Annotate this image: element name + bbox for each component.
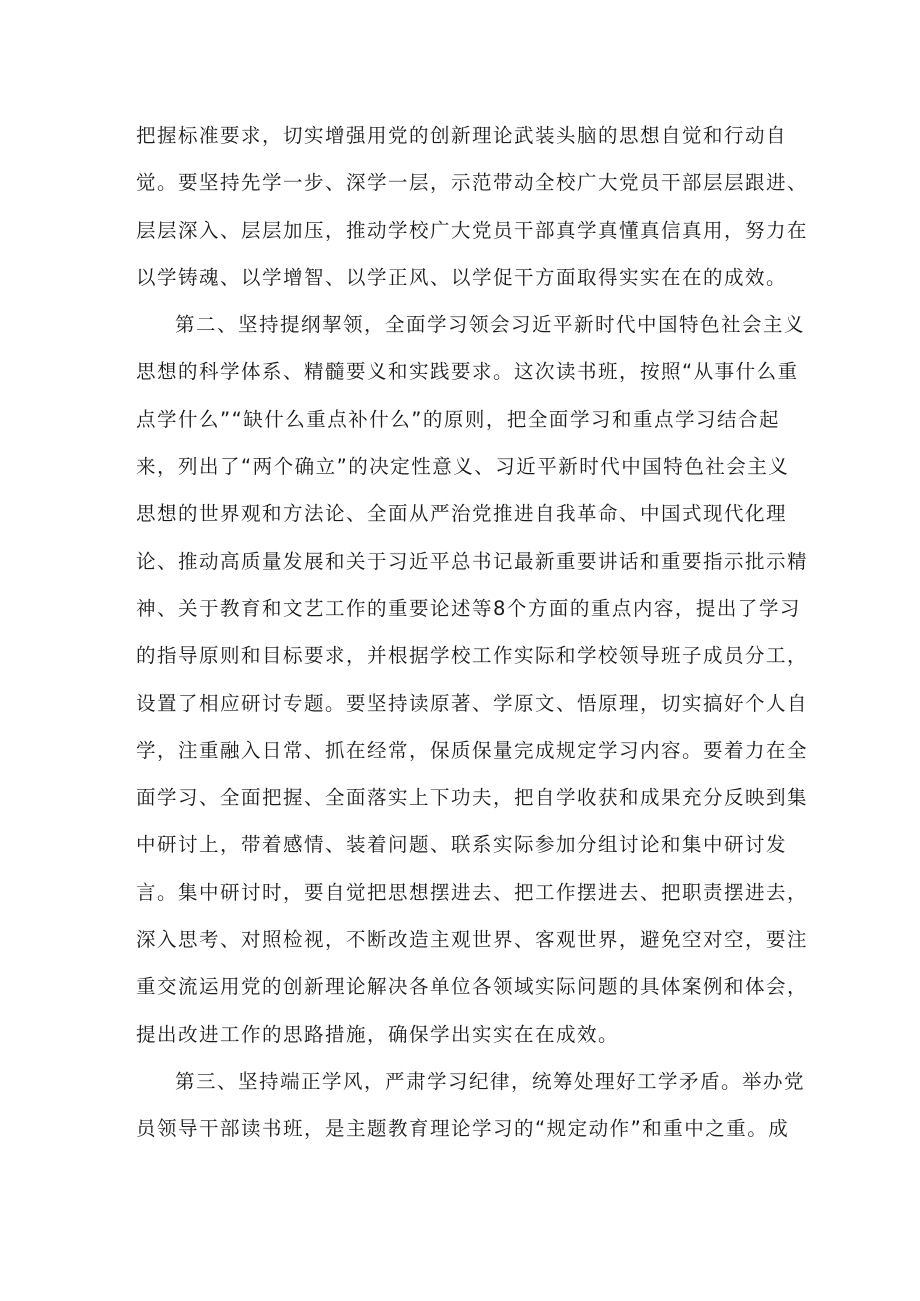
text-line: 重交流运用党的创新理论解决各单位各领域实际问题的具体案例和体会， <box>136 975 809 999</box>
text-line: 深入思考、对照检视，不断改造主观世界、客观世界，避免空对空，要注 <box>136 928 809 952</box>
document-body <box>136 112 809 1153</box>
text-line: 中研讨上，带着感情、装着问题、联系实际参加分组讨论和集中研讨发 <box>136 833 788 857</box>
text-line: 来，列出了“两个确立”的决定性意义、习近平新时代中国特色社会主义 <box>136 455 790 479</box>
text-line: 言。集中研讨时，要自觉把思想摆进去、把工作摆进去、把职责摆进去， <box>136 880 809 904</box>
text-line: 学，注重融入日常、抓在经常，保质保量完成规定学习内容。要着力在全 <box>136 738 809 762</box>
text-line: 把握标准要求，切实增强用党的创新理论武装头脑的思想自觉和行动自 <box>136 124 788 147</box>
text-line: 思想的科学体系、精髓要义和实践要求。这次读书班，按照“从事什么重 <box>136 360 799 384</box>
text-line: 设置了相应研讨专题。要坚持读原著、学原文、悟原理，切实搞好个人自 <box>136 691 809 715</box>
text-line: 以学铸魂、以学增智、以学正风、以学促干方面取得实实在在的成效。 <box>136 265 788 289</box>
text-line: 层层深入、层层加压，推动学校广大党员干部真学真懂真信真用，努力在 <box>136 218 809 242</box>
text-line: 提出改进工作的思路措施，确保学出实实在在成效。 <box>136 1022 620 1046</box>
text-line: 思想的世界观和方法论、全面从严治党推进自我革命、中国式现代化理 <box>136 502 788 526</box>
text-line: 神、关于教育和文艺工作的重要论述等8个方面的重点内容，提出了学习 <box>136 596 801 620</box>
paragraph-start-line: 第二、坚持提纲挈领，全面学习领会习近平新时代中国特色社会主义 <box>175 313 806 337</box>
text-line: 员领导干部读书班，是主题教育理论学习的“规定动作”和重中之重。成 <box>136 1117 790 1141</box>
text-line: 点学什么”“缺什么重点补什么”的原则，把全面学习和重点学习结合起 <box>136 407 780 431</box>
text-line: 觉。要坚持先学一步、深学一层，示范带动全校广大党员干部层层跟进、 <box>136 171 809 195</box>
text-line: 的指导原则和目标要求，并根据学校工作实际和学校领导班子成员分工， <box>136 644 809 668</box>
text-line: 论、推动高质量发展和关于习近平总书记最新重要讲话和重要指示批示精 <box>136 549 809 573</box>
paragraph-start-line: 第三、坚持端正学风，严肃学习纪律，统筹处理好工学矛盾。举办党 <box>175 1069 806 1093</box>
text-line: 面学习、全面把握、全面落实上下功夫，把自学收获和成果充分反映到集 <box>136 786 809 810</box>
